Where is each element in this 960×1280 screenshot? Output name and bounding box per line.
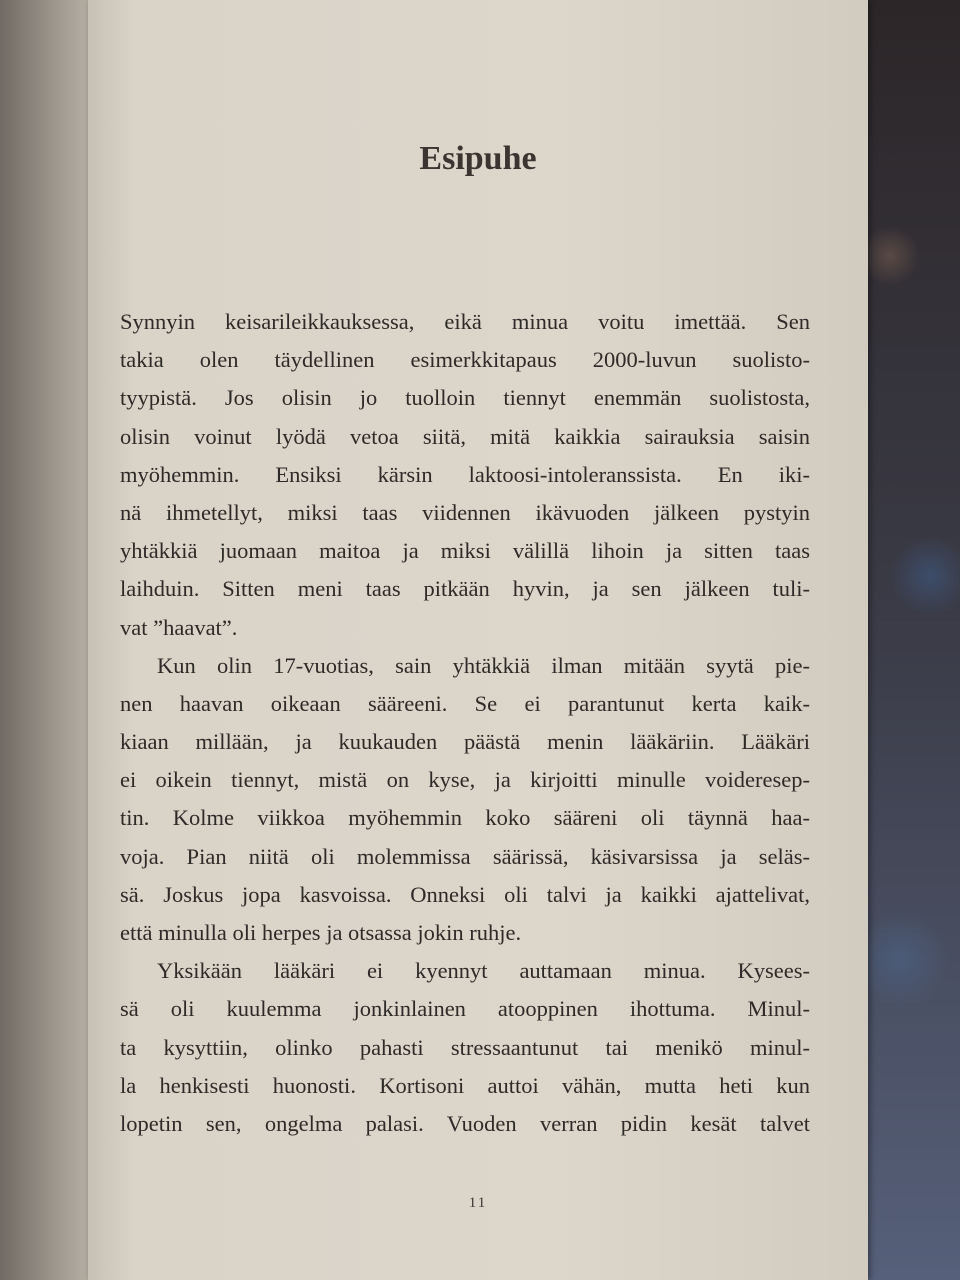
page-number: 11 [468, 1195, 488, 1211]
text-line: yhtäkkiä juomaan maitoa ja miksi välillä lihoin ja sitten taas [120, 538, 810, 564]
text-line: ta kysyttiin, olinko pahasti stressaantunut tai menikö minul- [120, 1034, 810, 1060]
paragraph-1 [120, 303, 810, 647]
text-line: voja. Pian niitä oli molemmissa säärissä, käsivarsissa ja seläs- [120, 843, 810, 869]
paragraph-2 [120, 647, 810, 953]
text-line: takia olen täydellinen esimerkkitapaus 2000-luvun suolisto- [120, 347, 810, 373]
text-line: tin. Kolme viikkoa myöhemmin koko sääreni oli täynnä haa- [120, 805, 810, 831]
text-line: tyypistä. Jos olisin jo tuolloin tiennyt enemmän suolistosta, [120, 385, 810, 411]
text-line: Yksikään lääkäri ei kyennyt auttamaan minua. Kysees- [157, 958, 810, 984]
text-line: vat ”haavat”. [120, 614, 238, 640]
paragraph-3 [120, 952, 810, 1143]
previous-page-edge [0, 0, 95, 1280]
book-page [88, 0, 868, 1280]
text-line: olisin voinut lyödä vetoa siitä, mitä kaikkia sairauksia saisin [120, 423, 810, 449]
text-line: kiaan millään, ja kuukauden päästä menin lääkäriin. Lääkäri [120, 729, 810, 755]
text-line: laihduin. Sitten meni taas pitkään hyvin, ja sen jälkeen tuli- [120, 576, 810, 602]
text-line: la henkisesti huonosti. Kortisoni auttoi vähän, mutta heti kun [120, 1072, 810, 1098]
page-body [120, 303, 810, 1143]
text-line: nä ihmetellyt, miksi taas viidennen ikävuoden jälkeen pystyin [120, 499, 810, 525]
text-line: lopetin sen, ongelma palasi. Vuoden verran pidin kesät talvet [120, 1110, 810, 1136]
text-line: Synnyin keisarileikkauksessa, eikä minua voitu imettää. Sen [120, 309, 810, 334]
text-line: että minulla oli herpes ja otsassa jokin ruhje. [120, 920, 522, 945]
background-fabric [860, 0, 960, 1280]
text-line: sä. Joskus jopa kasvoissa. Onneksi oli talvi ja kaikki ajattelivat, [120, 881, 810, 907]
text-line: ei oikein tiennyt, mistä on kyse, ja kirjoitti minulle voideresep- [120, 767, 810, 793]
text-line: myöhemmin. Ensiksi kärsin laktoosi-intoleranssista. En iki- [120, 461, 810, 487]
chapter-title: Esipuhe [419, 140, 537, 177]
text-line: sä oli kuulemma jonkinlainen atooppinen ihottuma. Minul- [120, 996, 810, 1022]
text-line: nen haavan oikeaan sääreeni. Se ei parantunut kerta kaik- [120, 690, 810, 716]
text-line: Kun olin 17-vuotias, sain yhtäkkiä ilman mitään syytä pie- [157, 652, 810, 678]
